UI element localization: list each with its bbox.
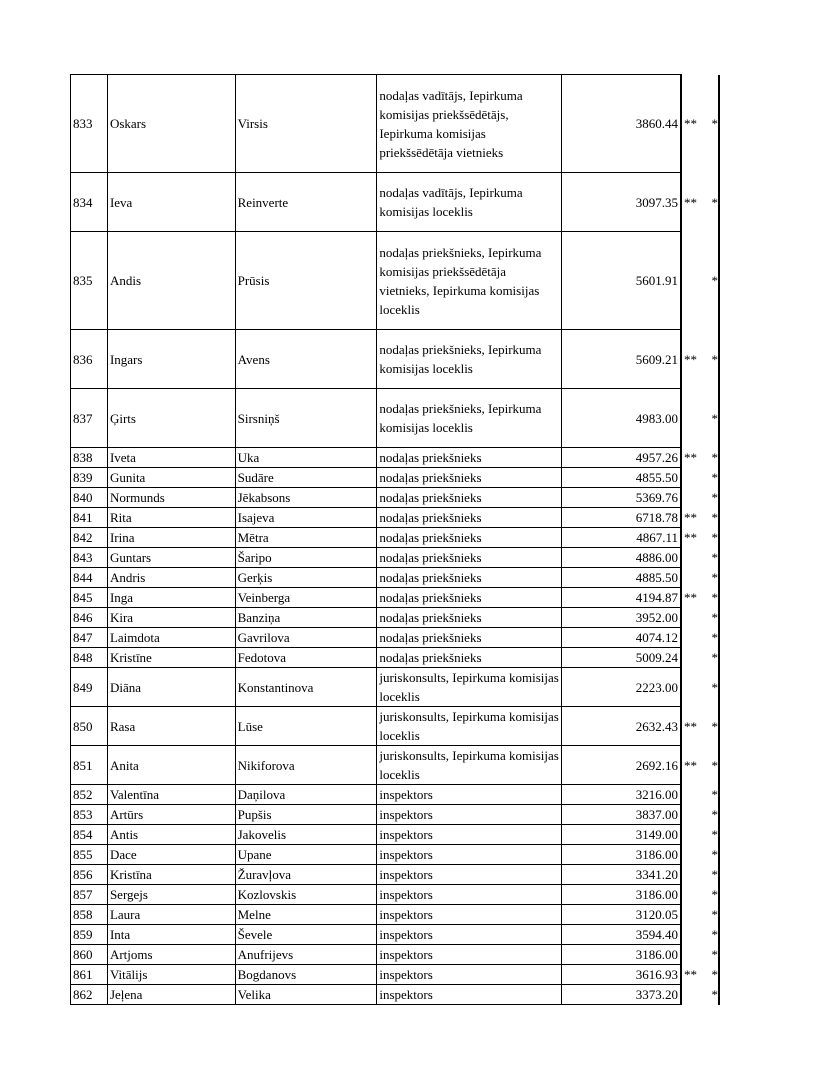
table-row bbox=[71, 707, 720, 746]
row-number: 845 bbox=[71, 588, 108, 608]
first-name: Artūrs bbox=[107, 805, 235, 825]
asterisk-marker: * bbox=[711, 907, 718, 922]
first-name: Ģirts bbox=[107, 389, 235, 448]
asterisk-marker: * bbox=[711, 927, 718, 942]
last-name: Banziņa bbox=[235, 608, 377, 628]
marker-cell bbox=[681, 707, 719, 746]
last-name: Daņilova bbox=[235, 785, 377, 805]
table-row bbox=[71, 965, 720, 985]
last-name: Pupšis bbox=[235, 805, 377, 825]
first-name: Andis bbox=[107, 232, 235, 330]
row-number: 840 bbox=[71, 488, 108, 508]
row-number: 852 bbox=[71, 785, 108, 805]
marker-cell bbox=[681, 548, 719, 568]
table-row bbox=[71, 865, 720, 885]
asterisk-marker: * bbox=[711, 807, 718, 822]
double-asterisk-marker: ** bbox=[684, 530, 698, 545]
position: nodaļas priekšnieks bbox=[377, 468, 562, 488]
asterisk-marker: * bbox=[711, 650, 718, 665]
first-name: Ingars bbox=[107, 330, 235, 389]
salary: 2692.16 bbox=[561, 746, 681, 785]
asterisk-marker: * bbox=[711, 787, 718, 802]
row-number: 843 bbox=[71, 548, 108, 568]
first-name: Normunds bbox=[107, 488, 235, 508]
position: nodaļas priekšnieks, Iepirkuma komisijas loceklis bbox=[377, 330, 562, 389]
position: nodaļas priekšnieks, Iepirkuma komisijas loceklis bbox=[377, 389, 562, 448]
table-row bbox=[71, 648, 720, 668]
last-name: Prūsis bbox=[235, 232, 377, 330]
table-row bbox=[71, 448, 720, 468]
table-row bbox=[71, 746, 720, 785]
double-asterisk-marker: ** bbox=[684, 194, 698, 210]
marker-cell bbox=[681, 885, 719, 905]
salary: 5601.91 bbox=[561, 232, 681, 330]
asterisk-marker: * bbox=[711, 194, 718, 210]
marker-cell bbox=[681, 746, 719, 785]
first-name: Gunita bbox=[107, 468, 235, 488]
last-name: Kozlovskis bbox=[235, 885, 377, 905]
last-name: Velika bbox=[235, 985, 377, 1005]
marker-cell bbox=[681, 825, 719, 845]
position: inspektors bbox=[377, 845, 562, 865]
position: nodaļas vadītājs, Iepirkuma komisijas priekšsēdētājs, Iepirkuma komisijas priekšsēdētāja vietnieks bbox=[377, 75, 562, 173]
position: inspektors bbox=[377, 945, 562, 965]
position: inspektors bbox=[377, 885, 562, 905]
salary: 5609.21 bbox=[561, 330, 681, 389]
first-name: Vitālijs bbox=[107, 965, 235, 985]
table-row bbox=[71, 468, 720, 488]
salary: 5369.76 bbox=[561, 488, 681, 508]
asterisk-marker: * bbox=[711, 116, 718, 131]
position: inspektors bbox=[377, 805, 562, 825]
salary: 3149.00 bbox=[561, 825, 681, 845]
first-name: Iveta bbox=[107, 448, 235, 468]
position: inspektors bbox=[377, 925, 562, 945]
last-name: Mētra bbox=[235, 528, 377, 548]
position: nodaļas priekšnieks bbox=[377, 548, 562, 568]
asterisk-marker: * bbox=[711, 470, 718, 485]
first-name: Laura bbox=[107, 905, 235, 925]
row-number: 851 bbox=[71, 746, 108, 785]
marker-cell bbox=[681, 845, 719, 865]
marker-cell bbox=[681, 389, 719, 448]
table-row bbox=[71, 608, 720, 628]
first-name: Kristīna bbox=[107, 865, 235, 885]
salary: 4885.50 bbox=[561, 568, 681, 588]
row-number: 838 bbox=[71, 448, 108, 468]
salary: 3186.00 bbox=[561, 945, 681, 965]
first-name: Dace bbox=[107, 845, 235, 865]
position: nodaļas priekšnieks bbox=[377, 628, 562, 648]
last-name: Melne bbox=[235, 905, 377, 925]
salary: 2223.00 bbox=[561, 668, 681, 707]
last-name: Žuravļova bbox=[235, 865, 377, 885]
position: nodaļas priekšnieks bbox=[377, 588, 562, 608]
asterisk-marker: * bbox=[711, 450, 718, 465]
last-name: Bogdanovs bbox=[235, 965, 377, 985]
position: inspektors bbox=[377, 825, 562, 845]
marker-cell bbox=[681, 628, 719, 648]
marker-cell bbox=[681, 985, 719, 1005]
table-row bbox=[71, 330, 720, 389]
table-row bbox=[71, 668, 720, 707]
double-asterisk-marker: ** bbox=[684, 116, 698, 131]
salary: 3952.00 bbox=[561, 608, 681, 628]
asterisk-marker: * bbox=[711, 610, 718, 625]
salary: 4194.87 bbox=[561, 588, 681, 608]
first-name: Guntars bbox=[107, 548, 235, 568]
last-name: Isajeva bbox=[235, 508, 377, 528]
marker-cell bbox=[681, 232, 719, 330]
first-name: Kira bbox=[107, 608, 235, 628]
salary: 6718.78 bbox=[561, 508, 681, 528]
salary: 3860.44 bbox=[561, 75, 681, 173]
row-number: 853 bbox=[71, 805, 108, 825]
last-name: Jēkabsons bbox=[235, 488, 377, 508]
salary: 3097.35 bbox=[561, 173, 681, 232]
position: juriskonsults, Iepirkuma komisijas loceklis bbox=[377, 746, 562, 785]
asterisk-marker: * bbox=[711, 510, 718, 525]
last-name: Reinverte bbox=[235, 173, 377, 232]
row-number: 861 bbox=[71, 965, 108, 985]
last-name: Veinberga bbox=[235, 588, 377, 608]
last-name: Avens bbox=[235, 330, 377, 389]
double-asterisk-marker: ** bbox=[684, 757, 698, 773]
table-row bbox=[71, 825, 720, 845]
marker-cell bbox=[681, 75, 719, 173]
first-name: Rasa bbox=[107, 707, 235, 746]
marker-cell bbox=[681, 668, 719, 707]
table-row bbox=[71, 548, 720, 568]
last-name: Upane bbox=[235, 845, 377, 865]
first-name: Jeļena bbox=[107, 985, 235, 1005]
salary: 3120.05 bbox=[561, 905, 681, 925]
salary: 5009.24 bbox=[561, 648, 681, 668]
asterisk-marker: * bbox=[711, 410, 718, 426]
table-row bbox=[71, 232, 720, 330]
marker-cell bbox=[681, 965, 719, 985]
position: nodaļas priekšnieks bbox=[377, 608, 562, 628]
salary: 4886.00 bbox=[561, 548, 681, 568]
table-row bbox=[71, 945, 720, 965]
position: juriskonsults, Iepirkuma komisijas loceklis bbox=[377, 707, 562, 746]
first-name: Kristīne bbox=[107, 648, 235, 668]
table-row bbox=[71, 885, 720, 905]
employee-salary-table bbox=[70, 74, 720, 1005]
salary: 2632.43 bbox=[561, 707, 681, 746]
double-asterisk-marker: ** bbox=[684, 590, 698, 605]
table-row bbox=[71, 785, 720, 805]
position: nodaļas priekšnieks bbox=[377, 488, 562, 508]
asterisk-marker: * bbox=[711, 630, 718, 645]
first-name: Inga bbox=[107, 588, 235, 608]
double-asterisk-marker: ** bbox=[684, 510, 698, 525]
last-name: Konstantinova bbox=[235, 668, 377, 707]
table-row bbox=[71, 905, 720, 925]
asterisk-marker: * bbox=[711, 718, 718, 734]
row-number: 849 bbox=[71, 668, 108, 707]
table-row bbox=[71, 925, 720, 945]
marker-cell bbox=[681, 785, 719, 805]
salary-table-page bbox=[70, 74, 720, 1005]
row-number: 836 bbox=[71, 330, 108, 389]
salary: 4855.50 bbox=[561, 468, 681, 488]
first-name: Laimdota bbox=[107, 628, 235, 648]
asterisk-marker: * bbox=[711, 530, 718, 545]
table-body bbox=[71, 75, 720, 1005]
asterisk-marker: * bbox=[711, 273, 718, 288]
row-number: 834 bbox=[71, 173, 108, 232]
position: nodaļas priekšnieks, Iepirkuma komisijas priekšsēdētāja vietnieks, Iepirkuma komisijas loceklis bbox=[377, 232, 562, 330]
table-row bbox=[71, 508, 720, 528]
marker-cell bbox=[681, 330, 719, 389]
row-number: 844 bbox=[71, 568, 108, 588]
asterisk-marker: * bbox=[711, 590, 718, 605]
salary: 3186.00 bbox=[561, 885, 681, 905]
asterisk-marker: * bbox=[711, 351, 718, 367]
double-asterisk-marker: ** bbox=[684, 718, 698, 734]
table-row bbox=[71, 173, 720, 232]
position: nodaļas priekšnieks bbox=[377, 648, 562, 668]
first-name: Valentīna bbox=[107, 785, 235, 805]
position: inspektors bbox=[377, 785, 562, 805]
last-name: Gavrilova bbox=[235, 628, 377, 648]
last-name: Ševele bbox=[235, 925, 377, 945]
row-number: 857 bbox=[71, 885, 108, 905]
last-name: Jakovelis bbox=[235, 825, 377, 845]
position: inspektors bbox=[377, 865, 562, 885]
table-row bbox=[71, 75, 720, 173]
marker-cell bbox=[681, 508, 719, 528]
marker-cell bbox=[681, 648, 719, 668]
double-asterisk-marker: ** bbox=[684, 351, 698, 367]
marker-cell bbox=[681, 468, 719, 488]
first-name: Sergejs bbox=[107, 885, 235, 905]
table-row bbox=[71, 845, 720, 865]
asterisk-marker: * bbox=[711, 887, 718, 902]
marker-cell bbox=[681, 945, 719, 965]
row-number: 855 bbox=[71, 845, 108, 865]
first-name: Artjoms bbox=[107, 945, 235, 965]
row-number: 839 bbox=[71, 468, 108, 488]
table-row bbox=[71, 389, 720, 448]
salary: 4867.11 bbox=[561, 528, 681, 548]
marker-cell bbox=[681, 588, 719, 608]
position: inspektors bbox=[377, 965, 562, 985]
marker-cell bbox=[681, 865, 719, 885]
row-number: 846 bbox=[71, 608, 108, 628]
position: nodaļas priekšnieks bbox=[377, 448, 562, 468]
row-number: 833 bbox=[71, 75, 108, 173]
table-row bbox=[71, 805, 720, 825]
asterisk-marker: * bbox=[711, 490, 718, 505]
first-name: Diāna bbox=[107, 668, 235, 707]
asterisk-marker: * bbox=[711, 570, 718, 585]
last-name: Nikiforova bbox=[235, 746, 377, 785]
row-number: 848 bbox=[71, 648, 108, 668]
row-number: 858 bbox=[71, 905, 108, 925]
row-number: 860 bbox=[71, 945, 108, 965]
row-number: 850 bbox=[71, 707, 108, 746]
double-asterisk-marker: ** bbox=[684, 967, 698, 982]
salary: 3594.40 bbox=[561, 925, 681, 945]
position: nodaļas priekšnieks bbox=[377, 528, 562, 548]
last-name: Uka bbox=[235, 448, 377, 468]
first-name: Antis bbox=[107, 825, 235, 845]
asterisk-marker: * bbox=[711, 947, 718, 962]
asterisk-marker: * bbox=[711, 550, 718, 565]
marker-cell bbox=[681, 905, 719, 925]
last-name: Sudāre bbox=[235, 468, 377, 488]
asterisk-marker: * bbox=[711, 847, 718, 862]
marker-cell bbox=[681, 528, 719, 548]
first-name: Irina bbox=[107, 528, 235, 548]
row-number: 841 bbox=[71, 508, 108, 528]
first-name: Ieva bbox=[107, 173, 235, 232]
salary: 3616.93 bbox=[561, 965, 681, 985]
last-name: Lūse bbox=[235, 707, 377, 746]
first-name: Rita bbox=[107, 508, 235, 528]
position: inspektors bbox=[377, 905, 562, 925]
first-name: Anita bbox=[107, 746, 235, 785]
last-name: Šaripo bbox=[235, 548, 377, 568]
first-name: Inta bbox=[107, 925, 235, 945]
first-name: Oskars bbox=[107, 75, 235, 173]
position: inspektors bbox=[377, 985, 562, 1005]
salary: 4983.00 bbox=[561, 389, 681, 448]
salary: 3373.20 bbox=[561, 985, 681, 1005]
table-row bbox=[71, 528, 720, 548]
double-asterisk-marker: ** bbox=[684, 450, 698, 465]
row-number: 847 bbox=[71, 628, 108, 648]
salary: 4074.12 bbox=[561, 628, 681, 648]
asterisk-marker: * bbox=[711, 757, 718, 773]
position: juriskonsults, Iepirkuma komisijas loceklis bbox=[377, 668, 562, 707]
marker-cell bbox=[681, 608, 719, 628]
marker-cell bbox=[681, 805, 719, 825]
row-number: 856 bbox=[71, 865, 108, 885]
asterisk-marker: * bbox=[711, 867, 718, 882]
last-name: Gerķis bbox=[235, 568, 377, 588]
asterisk-marker: * bbox=[711, 679, 718, 695]
marker-cell bbox=[681, 448, 719, 468]
row-number: 842 bbox=[71, 528, 108, 548]
salary: 3341.20 bbox=[561, 865, 681, 885]
marker-cell bbox=[681, 925, 719, 945]
salary: 3216.00 bbox=[561, 785, 681, 805]
marker-cell bbox=[681, 568, 719, 588]
row-number: 854 bbox=[71, 825, 108, 845]
asterisk-marker: * bbox=[711, 987, 718, 1002]
row-number: 862 bbox=[71, 985, 108, 1005]
position: nodaļas priekšnieks bbox=[377, 568, 562, 588]
salary: 3837.00 bbox=[561, 805, 681, 825]
salary: 4957.26 bbox=[561, 448, 681, 468]
row-number: 835 bbox=[71, 232, 108, 330]
table-row bbox=[71, 985, 720, 1005]
row-number: 859 bbox=[71, 925, 108, 945]
salary: 3186.00 bbox=[561, 845, 681, 865]
table-row bbox=[71, 488, 720, 508]
first-name: Andris bbox=[107, 568, 235, 588]
last-name: Fedotova bbox=[235, 648, 377, 668]
marker-cell bbox=[681, 488, 719, 508]
row-number: 837 bbox=[71, 389, 108, 448]
table-row bbox=[71, 628, 720, 648]
asterisk-marker: * bbox=[711, 827, 718, 842]
last-name: Virsis bbox=[235, 75, 377, 173]
position: nodaļas priekšnieks bbox=[377, 508, 562, 528]
marker-cell bbox=[681, 173, 719, 232]
last-name: Anufrijevs bbox=[235, 945, 377, 965]
last-name: Sirsniņš bbox=[235, 389, 377, 448]
position: nodaļas vadītājs, Iepirkuma komisijas loceklis bbox=[377, 173, 562, 232]
asterisk-marker: * bbox=[711, 967, 718, 982]
table-row bbox=[71, 588, 720, 608]
table-row bbox=[71, 568, 720, 588]
